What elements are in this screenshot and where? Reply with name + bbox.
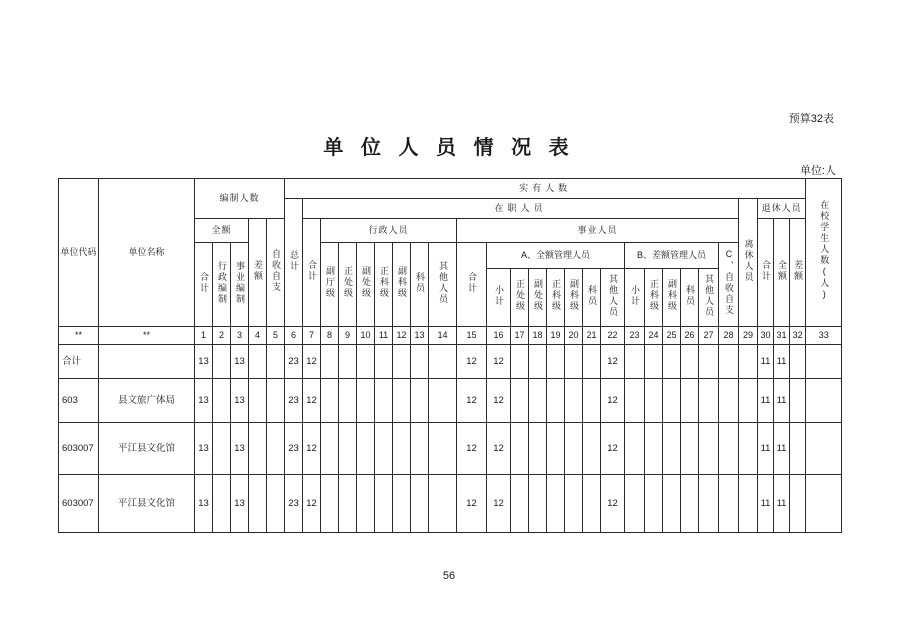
table-cell — [565, 379, 583, 423]
table-cell: 23 — [285, 423, 303, 475]
col-header-admin-deputy-section: 副科级 — [393, 243, 411, 327]
col-header-unit-code: 单位代码 — [59, 179, 99, 327]
table-cell: ** — [59, 327, 99, 345]
table-cell — [806, 423, 842, 475]
table-cell — [529, 345, 547, 379]
table-cell: 33 — [806, 327, 842, 345]
budget-table-number: 预算32表 — [788, 113, 834, 125]
table-cell — [663, 423, 681, 475]
table-cell — [267, 379, 285, 423]
table-cell: 12 — [457, 423, 487, 475]
col-header-B-clerk: 科员 — [681, 269, 699, 327]
group-header-B-partial-managed: B、差额管理人员 — [625, 243, 719, 269]
table-cell — [511, 345, 529, 379]
table-cell — [699, 345, 719, 379]
group-header-retired-tuixiu: 退休人员 — [758, 199, 806, 219]
table-cell: 15 — [457, 327, 487, 345]
col-header-grand-total: 总计 — [285, 199, 303, 327]
table-cell — [583, 423, 601, 475]
table-cell: 11 — [375, 327, 393, 345]
table-cell: 12 — [601, 423, 625, 475]
table-cell: 12 — [487, 423, 511, 475]
table-cell: 12 — [487, 475, 511, 533]
table-cell: 11 — [774, 475, 790, 533]
table-cell: 12 — [601, 475, 625, 533]
col-header-A-deputy-section: 副科级 — [565, 269, 583, 327]
table-cell: 12 — [487, 345, 511, 379]
table-cell — [511, 379, 529, 423]
col-header-A-subtotal: 小计 — [487, 269, 511, 327]
table-cell: 12 — [303, 345, 321, 379]
table-cell: 13 — [195, 475, 213, 533]
table-cell — [806, 379, 842, 423]
table-cell — [339, 379, 357, 423]
table-cell: 13 — [195, 423, 213, 475]
table-cell — [547, 379, 565, 423]
table-cell — [565, 475, 583, 533]
table-cell — [411, 379, 429, 423]
table-cell: 31 — [774, 327, 790, 345]
col-header-retired-lixiu: 离休人员 — [739, 199, 758, 327]
table-cell: 1 — [195, 327, 213, 345]
table-cell — [645, 345, 663, 379]
table-cell — [529, 475, 547, 533]
table-cell: 平江县文化馆 — [99, 475, 195, 533]
table-cell — [547, 475, 565, 533]
group-header-institution-staff: 事业人员 — [457, 219, 739, 243]
table-cell — [249, 345, 267, 379]
col-header-self-funding: 自收自支 — [267, 219, 285, 327]
col-header-authorized-admin: 行政编制 — [213, 243, 231, 327]
table-cell — [681, 345, 699, 379]
table-cell: 19 — [547, 327, 565, 345]
table-cell: 4 — [249, 327, 267, 345]
table-cell: 13 — [195, 345, 213, 379]
table-cell — [411, 423, 429, 475]
table-cell: 11 — [758, 475, 774, 533]
table-cell — [699, 379, 719, 423]
group-header-active-staff: 在职人员 — [303, 199, 739, 219]
group-header-authorized-staff: 编制人数 — [195, 179, 285, 219]
table-cell: 603007 — [59, 423, 99, 475]
col-header-admin-deputy-division: 副处级 — [357, 243, 375, 327]
table-cell — [357, 423, 375, 475]
col-header-B-other: 其他人员 — [699, 269, 719, 327]
table-row — [59, 423, 842, 475]
table-cell — [790, 423, 806, 475]
unit-of-measure-note: 单位:人 — [799, 165, 836, 177]
table-cell: 13 — [231, 345, 249, 379]
table-row — [59, 345, 842, 379]
table-cell: 10 — [357, 327, 375, 345]
table-cell — [583, 345, 601, 379]
table-cell — [213, 475, 231, 533]
table-cell — [719, 475, 739, 533]
table-cell — [625, 423, 645, 475]
col-header-retired-partial: 差额 — [790, 219, 806, 327]
table-cell: 平江县文化馆 — [99, 423, 195, 475]
table-cell: 12 — [457, 379, 487, 423]
table-cell — [790, 345, 806, 379]
table-cell — [411, 345, 429, 379]
table-cell — [249, 475, 267, 533]
table-cell: 17 — [511, 327, 529, 345]
table-cell: 11 — [758, 379, 774, 423]
table-cell: 13 — [195, 379, 213, 423]
table-cell: 23 — [285, 475, 303, 533]
table-cell — [393, 345, 411, 379]
table-cell: 合计 — [59, 345, 99, 379]
personnel-table — [58, 178, 842, 533]
table-cell — [375, 345, 393, 379]
table-cell — [429, 475, 457, 533]
col-header-active-total: 合计 — [303, 219, 321, 327]
table-cell: 11 — [774, 423, 790, 475]
table-cell — [583, 475, 601, 533]
table-cell: 12 — [601, 345, 625, 379]
table-row — [59, 379, 842, 423]
table-cell — [663, 475, 681, 533]
col-header-authorized-total: 合计 — [195, 243, 213, 327]
table-cell — [565, 345, 583, 379]
table-cell — [249, 379, 267, 423]
table-header — [59, 179, 842, 327]
table-cell — [699, 423, 719, 475]
col-header-institution-total: 合计 — [457, 243, 487, 327]
table-cell: 11 — [758, 345, 774, 379]
table-cell: 12 — [303, 423, 321, 475]
col-header-A-section-chief: 正科级 — [547, 269, 565, 327]
table-cell — [583, 379, 601, 423]
table-cell: 县文旅广体局 — [99, 379, 195, 423]
table-cell: 11 — [758, 423, 774, 475]
col-header-admin-clerk: 科员 — [411, 243, 429, 327]
table-cell — [321, 475, 339, 533]
table-cell — [357, 475, 375, 533]
table-cell: 30 — [758, 327, 774, 345]
table-cell — [625, 379, 645, 423]
table-cell — [357, 379, 375, 423]
table-cell — [511, 423, 529, 475]
table-cell: 11 — [774, 345, 790, 379]
col-header-partial-funding: 差额 — [249, 219, 267, 327]
table-cell — [790, 475, 806, 533]
table-cell: 603007 — [59, 475, 99, 533]
group-header-full-funding: 全额 — [195, 219, 249, 243]
table-cell — [249, 423, 267, 475]
col-header-B-section-chief: 正科级 — [645, 269, 663, 327]
table-cell: 12 — [601, 379, 625, 423]
table-body — [59, 327, 842, 345]
table-cell: 25 — [663, 327, 681, 345]
table-cell: 14 — [429, 327, 457, 345]
students-label: 在校学生人数(人) — [819, 200, 830, 302]
group-header-admin-staff: 行政人员 — [321, 219, 457, 243]
table-cell — [267, 423, 285, 475]
table-cell — [547, 345, 565, 379]
table-cell — [739, 475, 758, 533]
table-cell: 11 — [774, 379, 790, 423]
table-cell: 12 — [487, 379, 511, 423]
table-cell: 5 — [267, 327, 285, 345]
table-cell — [806, 345, 842, 379]
table-cell: 29 — [739, 327, 758, 345]
table-cell — [719, 345, 739, 379]
table-cell: 27 — [699, 327, 719, 345]
table-cell: 12 — [303, 475, 321, 533]
table-cell — [663, 345, 681, 379]
table-cell: 23 — [285, 379, 303, 423]
table-cell: 16 — [487, 327, 511, 345]
table-cell — [645, 423, 663, 475]
table-cell: 13 — [231, 423, 249, 475]
table-cell: ** — [99, 327, 195, 345]
table-cell — [393, 423, 411, 475]
col-header-retired-total: 合计 — [758, 219, 774, 327]
table-cell: 12 — [457, 475, 487, 533]
table-cell — [339, 475, 357, 533]
table-cell — [625, 345, 645, 379]
table-cell — [357, 345, 375, 379]
table-cell — [681, 379, 699, 423]
col-header-A-deputy-division: 副处级 — [529, 269, 547, 327]
table-cell: 12 — [393, 327, 411, 345]
col-header-admin-division-chief: 正处级 — [339, 243, 357, 327]
table-cell — [806, 475, 842, 533]
table-cell — [719, 423, 739, 475]
table-cell: 22 — [601, 327, 625, 345]
table-cell — [681, 475, 699, 533]
table-cell — [681, 423, 699, 475]
table-cell — [339, 345, 357, 379]
col-header-A-other: 其他人员 — [601, 269, 625, 327]
table-cell — [511, 475, 529, 533]
table-cell — [393, 475, 411, 533]
table-cell: 26 — [681, 327, 699, 345]
table-cell — [321, 423, 339, 475]
table-cell — [213, 379, 231, 423]
table-cell — [411, 475, 429, 533]
table-cell: 20 — [565, 327, 583, 345]
col-header-retired-full: 全额 — [774, 219, 790, 327]
table-cell: 2 — [213, 327, 231, 345]
table-cell — [375, 475, 393, 533]
table-cell — [739, 379, 758, 423]
table-cell — [625, 475, 645, 533]
table-cell — [213, 345, 231, 379]
table-cell — [547, 423, 565, 475]
table-cell — [429, 345, 457, 379]
table-cell — [99, 345, 195, 379]
table-cell: 32 — [790, 327, 806, 345]
table-cell — [375, 423, 393, 475]
table-cell — [321, 379, 339, 423]
table-cell: 12 — [303, 379, 321, 423]
table-cell — [739, 423, 758, 475]
table-cell: 13 — [411, 327, 429, 345]
table-cell — [719, 379, 739, 423]
table-cell — [213, 423, 231, 475]
table-cell — [429, 379, 457, 423]
table-cell: 21 — [583, 327, 601, 345]
page-title: 单 位 人 员 情 况 表 — [323, 137, 575, 159]
table-cell: 603 — [59, 379, 99, 423]
col-header-admin-other: 其他人员 — [429, 243, 457, 327]
table-cell — [645, 475, 663, 533]
index-row — [59, 327, 842, 345]
table-cell: 3 — [231, 327, 249, 345]
table-cell: 9 — [339, 327, 357, 345]
table-cell — [267, 475, 285, 533]
table-cell: 13 — [231, 475, 249, 533]
page-number: 56 — [442, 570, 456, 582]
table-row — [59, 475, 842, 533]
table-cell: 7 — [303, 327, 321, 345]
col-header-authorized-institution: 事业编制 — [231, 243, 249, 327]
table-cell — [429, 423, 457, 475]
group-header-A-full-managed: A、全额管理人员 — [487, 243, 625, 269]
table-cell — [565, 423, 583, 475]
table-cell: 13 — [231, 379, 249, 423]
data-rows — [59, 345, 842, 533]
col-header-unit-name: 单位名称 — [99, 179, 195, 327]
col-header-students — [806, 179, 842, 327]
table-cell — [375, 379, 393, 423]
table-cell: 8 — [321, 327, 339, 345]
table-cell — [663, 379, 681, 423]
table-cell: 6 — [285, 327, 303, 345]
group-header-actual-staff: 实有人数 — [285, 179, 806, 199]
table-cell — [739, 345, 758, 379]
table-cell — [699, 475, 719, 533]
col-header-B-subtotal: 小计 — [625, 269, 645, 327]
col-header-A-division-chief: 正处级 — [511, 269, 529, 327]
table-cell — [645, 379, 663, 423]
col-header-C-self-funded: C、自收自支 — [719, 243, 739, 327]
col-header-B-deputy-section: 副科级 — [663, 269, 681, 327]
table-cell: 23 — [625, 327, 645, 345]
col-header-A-clerk: 科员 — [583, 269, 601, 327]
table-cell — [339, 423, 357, 475]
table-cell: 23 — [285, 345, 303, 379]
table-cell: 28 — [719, 327, 739, 345]
table-cell — [790, 379, 806, 423]
col-header-admin-section-chief: 正科级 — [375, 243, 393, 327]
table-cell — [267, 345, 285, 379]
table-cell: 18 — [529, 327, 547, 345]
table-cell — [529, 379, 547, 423]
table-cell: 24 — [645, 327, 663, 345]
table-cell — [529, 423, 547, 475]
table-cell: 12 — [457, 345, 487, 379]
col-header-admin-deputy-dept: 副厅级 — [321, 243, 339, 327]
table-cell — [393, 379, 411, 423]
table-cell — [321, 345, 339, 379]
